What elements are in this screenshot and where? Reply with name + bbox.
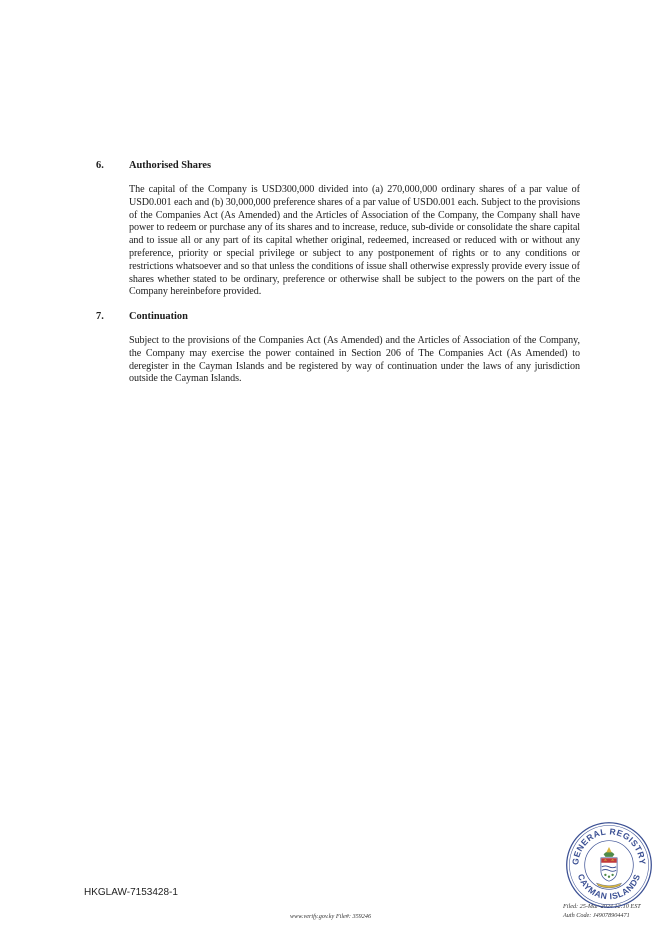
section-body: The capital of the Company is USD300,000 divided into (a) 270,000,000 ordinary shares of a par value of USD0.001 each and (b) 30,000,000 preference shares of a par value of USD0.001 each. Subject to the provisions of the Companies Act (As Amended) and the Articles of Association of the Company, the Company shall have power to redeem or purchase any of its shares and to increase, reduce, sub-divide or consolidate the share capital and to issue all or any part of its capital whether original, redeemed, increased or reduced with or without any preference, priority or special privilege or subject to any postponement of rights or to any conditions or restrictions whatsoever and so that unless the conditions of issue shall otherwise expressly provide every issue of shares whether stated to be ordinary, preference or otherwise shall be subject to the powers on the part of the Company hereinbefore provided. — [129, 184, 580, 298]
verify-url: www.verify.gov.ky File#: 359246 — [290, 913, 372, 920]
document-reference: HKGLAW-7153428-1 — [84, 887, 178, 898]
general-registry-seal-icon — [564, 820, 654, 910]
svg-text:GENERAL REGISTRY: GENERAL REGISTRY — [570, 826, 648, 866]
section-body: Subject to the provisions of the Companies Act (As Amended) and the Articles of Association of the Company, the Company may exercise the power contained in Section 206 of The Companies Act (As Amended) to deregister in the Cayman Islands and be registered by way of continuation under the laws of any jurisdiction outside the Cayman Islands. — [129, 335, 580, 385]
svg-text:CAYMAN ISLANDS: CAYMAN ISLANDS — [575, 872, 643, 902]
section-title: Continuation — [129, 311, 188, 322]
filed-date: Filed: 25-Mar-2024 12:10 EST — [563, 903, 641, 910]
section-number: 7. — [96, 311, 104, 322]
section-number: 6. — [96, 160, 104, 171]
section-title: Authorised Shares — [129, 160, 212, 171]
auth-code: Auth Code: J49078904471 — [563, 912, 630, 919]
